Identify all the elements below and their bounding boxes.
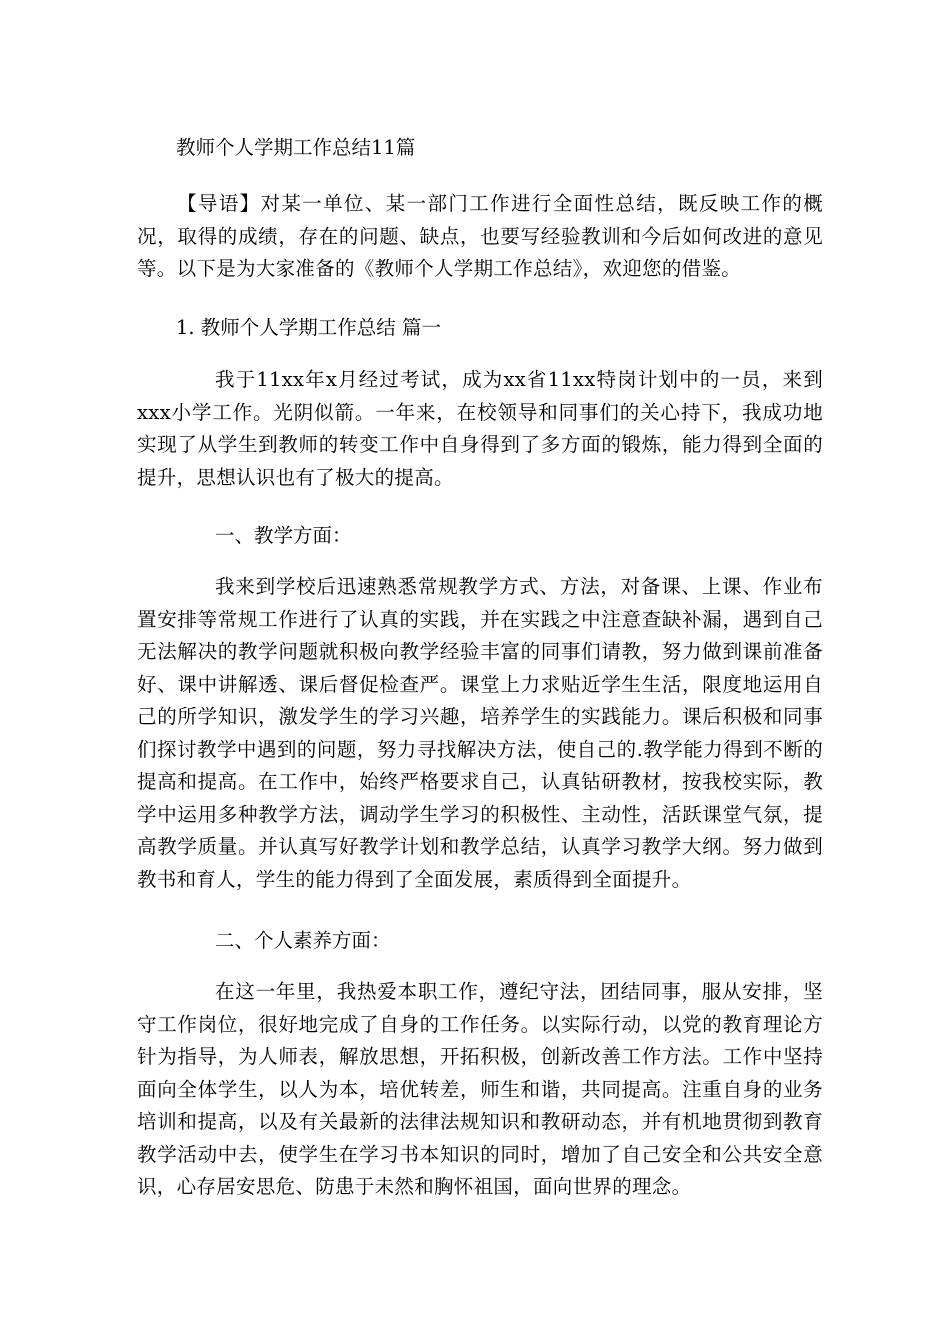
intro-paragraph: 【导语】对某一单位、某一部门工作进行全面性总结，既反映工作的概况，取得的成绩，存在的问题、缺点，也要写经验教训和今后如何改进的意见等。以下是为大家准备的《教师个人学期工作总结》，欢迎您的借鉴。 xyxy=(137,192,823,280)
paragraph-1: 我于11xx年x月经过考试，成为xx省11xx特岗计划中的一员，来到xxx小学工作。光阴似箭。一年来，在校领导和同事们的关心持下，我成功地实现了从学生到教师的转变工作中自身得到了多方面的锻炼，能力得到全面的提升，思想认识也有了极大的提高。 xyxy=(137,368,823,489)
subsection-heading-personal: 二、个人素养方面： xyxy=(215,929,391,952)
document-title: 教师个人学期工作总结11篇 xyxy=(176,136,416,159)
subsection-heading-teaching: 一、教学方面： xyxy=(215,524,352,547)
paragraph-personal: 在这一年里，我热爱本职工作，遵纪守法，团结同事，服从安排，坚守工作岗位，很好地完成了自身的工作任务。以实际行动，以党的教育理论方针为指导，为人师表，解放思想，开拓积极，创新改善工作方法。工作中坚持面向全体学生，以人为本，培优转差，师生和谐，共同提高。注重自身的业务培训和提高，以及有关最新的法律法规知识和教研动态，并有机地贯彻到教育教学活动中去，使学生在学习书本知识的同时，增加了自己安全和公共安全意识，心存居安思危、防患于未然和胸怀祖国，面向世界的理念。 xyxy=(137,980,823,1198)
section-heading-1: 1. 教师个人学期工作总结 篇一 xyxy=(176,316,442,339)
paragraph-teaching: 我来到学校后迅速熟悉常规教学方式、方法，对备课、上课、作业布置安排等常规工作进行了认真的实践，并在实践之中注意查缺补漏，遇到自己无法解决的教学问题就积极向教学经验丰富的同事们请教，努力做到课前准备好、课中讲解透、课后督促检查严。课堂上力求贴近学生生活，限度地运用自己的所学知识，激发学生的学习兴趣，培养学生的实践能力。课后积极和同事们探讨教学中遇到的问题，努力寻找解决方法，使自己的.教学能力得到不断的提高和提高。在工作中，始终严格要求自己，认真钻研教材，按我校实际，教学中运用多种教学方法，调动学生学习的积极性、主动性，活跃课堂气氛，提高教学质量。并认真写好教学计划和教学总结，认真学习教学大纲。努力做到教书和育人，学生的能力得到了全面发展，素质得到全面提升。 xyxy=(137,575,823,891)
